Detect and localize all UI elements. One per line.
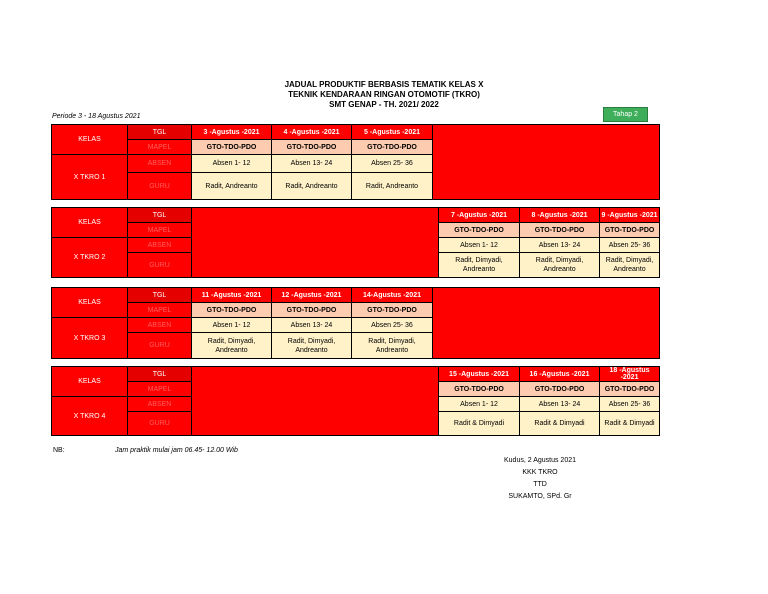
tgl-label: TGL [128,125,192,140]
guru-line2: Andreanto [613,266,646,273]
guru-line1: Radit, Dimyadi, [287,337,336,345]
date-cell: 8 -Agustus -2021 [520,208,600,223]
document-title-line3: SMT GENAP - TH. 2021/ 2022 [329,100,439,109]
signature-place-date: Kudus, 2 Agustus 2021 [504,457,576,464]
empty-area [192,367,439,436]
guru-cell [272,333,352,359]
class-name: X TKRO 2 [52,238,128,278]
signature-ttd: TTD [533,481,547,488]
guru-cell [192,333,272,359]
nb-label: NB: [53,447,65,454]
class-name: X TKRO 3 [52,318,128,359]
date-cell: 7 -Agustus -2021 [439,208,520,223]
mapel-cell: GTO-TDO-PDO [352,140,433,155]
mapel-cell: GTO-TDO-PDO [520,382,600,397]
nb-text: Jam praktik mulai jam 06.45- 12.00 Wib [115,447,238,454]
kelas-label: KELAS [52,288,128,318]
guru-line1: Radit, Dimyadi, [455,257,503,264]
date-cell: 16 -Agustus -2021 [520,367,600,382]
guru-label: GURU [128,253,192,278]
date-cell: 12 -Agustus -2021 [272,288,352,303]
kelas-label: KELAS [52,367,128,397]
periode-label: Periode 3 - 18 Agustus 2021 [52,113,141,120]
absen-cell: Absen 25- 36 [352,318,433,333]
absen-cell: Absen 25- 36 [600,238,660,253]
tahap-badge: Tahap 2 [603,107,648,122]
guru-label: GURU [128,412,192,436]
document-title-line1: JADUAL PRODUKTIF BERBASIS TEMATIK KELAS X [284,80,484,89]
mapel-label: MAPEL [128,140,192,155]
absen-label: ABSEN [128,397,192,412]
kelas-label: KELAS [52,208,128,238]
guru-line2: Andreanto [295,346,328,354]
guru-cell [520,253,600,278]
date-cell: 11 -Agustus -2021 [192,288,272,303]
guru-cell [439,253,520,278]
guru-cell [600,253,660,278]
absen-cell: Absen 1- 12 [439,238,520,253]
guru-cell: Radit, Andreanto [192,173,272,200]
guru-line1: Radit, Dimyadi, [535,257,584,264]
absen-cell: Absen 1- 12 [192,318,272,333]
guru-line2: Andreanto [215,346,248,354]
guru-line1: Radit, Dimyadi, [368,337,416,345]
mapel-cell: GTO-TDO-PDO [272,140,352,155]
absen-cell: Absen 13- 24 [272,155,352,173]
date-cell: 9 -Agustus -2021 [600,208,660,223]
guru-line2: Andreanto [543,266,576,273]
guru-line2: Andreanto [375,346,409,354]
guru-line2: Andreanto [462,266,496,273]
schedule-block-4 [51,366,660,436]
mapel-label: MAPEL [128,303,192,318]
guru-cell: Radit & Dimyadi [439,412,520,436]
signature-role: KKK TKRO [522,469,558,476]
absen-cell: Absen 1- 12 [192,155,272,173]
date-cell: 18 -Agustus -2021 [600,367,660,382]
date-cell: 4 -Agustus -2021 [272,125,352,140]
guru-cell: Radit, Andreanto [352,173,433,200]
absen-label: ABSEN [128,238,192,253]
tgl-label: TGL [128,367,192,382]
absen-label: ABSEN [128,318,192,333]
date-cell: 5 -Agustus -2021 [352,125,433,140]
mapel-cell: GTO-TDO-PDO [439,223,520,238]
absen-cell: Absen 13- 24 [272,318,352,333]
empty-area [433,288,660,359]
mapel-cell: GTO-TDO-PDO [192,140,272,155]
guru-label: GURU [128,173,192,200]
mapel-cell: GTO-TDO-PDO [520,223,600,238]
guru-cell: Radit, Andreanto [272,173,352,200]
absen-cell: Absen 25- 36 [352,155,433,173]
guru-cell: Radit & Dimyadi [520,412,600,436]
absen-cell: Absen 13- 24 [520,397,600,412]
mapel-label: MAPEL [128,382,192,397]
class-name: X TKRO 4 [52,397,128,436]
guru-cell: Radit & Dimyadi [600,412,660,436]
empty-area [192,208,439,278]
guru-line1: Radit, Dimyadi, [207,337,256,345]
absen-cell: Absen 13- 24 [520,238,600,253]
mapel-cell: GTO-TDO-PDO [439,382,520,397]
mapel-cell: GTO-TDO-PDO [192,303,272,318]
absen-cell: Absen 1- 12 [439,397,520,412]
date-cell: 14-Agustus -2021 [352,288,433,303]
mapel-label: MAPEL [128,223,192,238]
absen-cell: Absen 25- 36 [600,397,660,412]
guru-line1: Radit, Dimyadi, [605,257,654,264]
mapel-cell: GTO-TDO-PDO [600,223,660,238]
tgl-label: TGL [128,288,192,303]
date-cell: 15 -Agustus -2021 [439,367,520,382]
signature-name: SUKAMTO, SPd. Gr [508,493,572,500]
kelas-label: KELAS [52,125,128,155]
schedule-block-3 [51,287,660,359]
schedule-block-2 [51,207,660,278]
signature-block [470,455,610,503]
guru-label: GURU [128,333,192,359]
date-cell: 3 -Agustus -2021 [192,125,272,140]
document-title-line2: TEKNIK KENDARAAN RINGAN OTOMOTIF (TKRO) [288,90,480,99]
empty-area [433,125,660,200]
guru-cell [352,333,433,359]
mapel-cell: GTO-TDO-PDO [600,382,660,397]
class-name: X TKRO 1 [52,155,128,200]
absen-label: ABSEN [128,155,192,173]
schedule-block-1 [51,124,660,200]
mapel-cell: GTO-TDO-PDO [352,303,433,318]
mapel-cell: GTO-TDO-PDO [272,303,352,318]
tgl-label: TGL [128,208,192,223]
